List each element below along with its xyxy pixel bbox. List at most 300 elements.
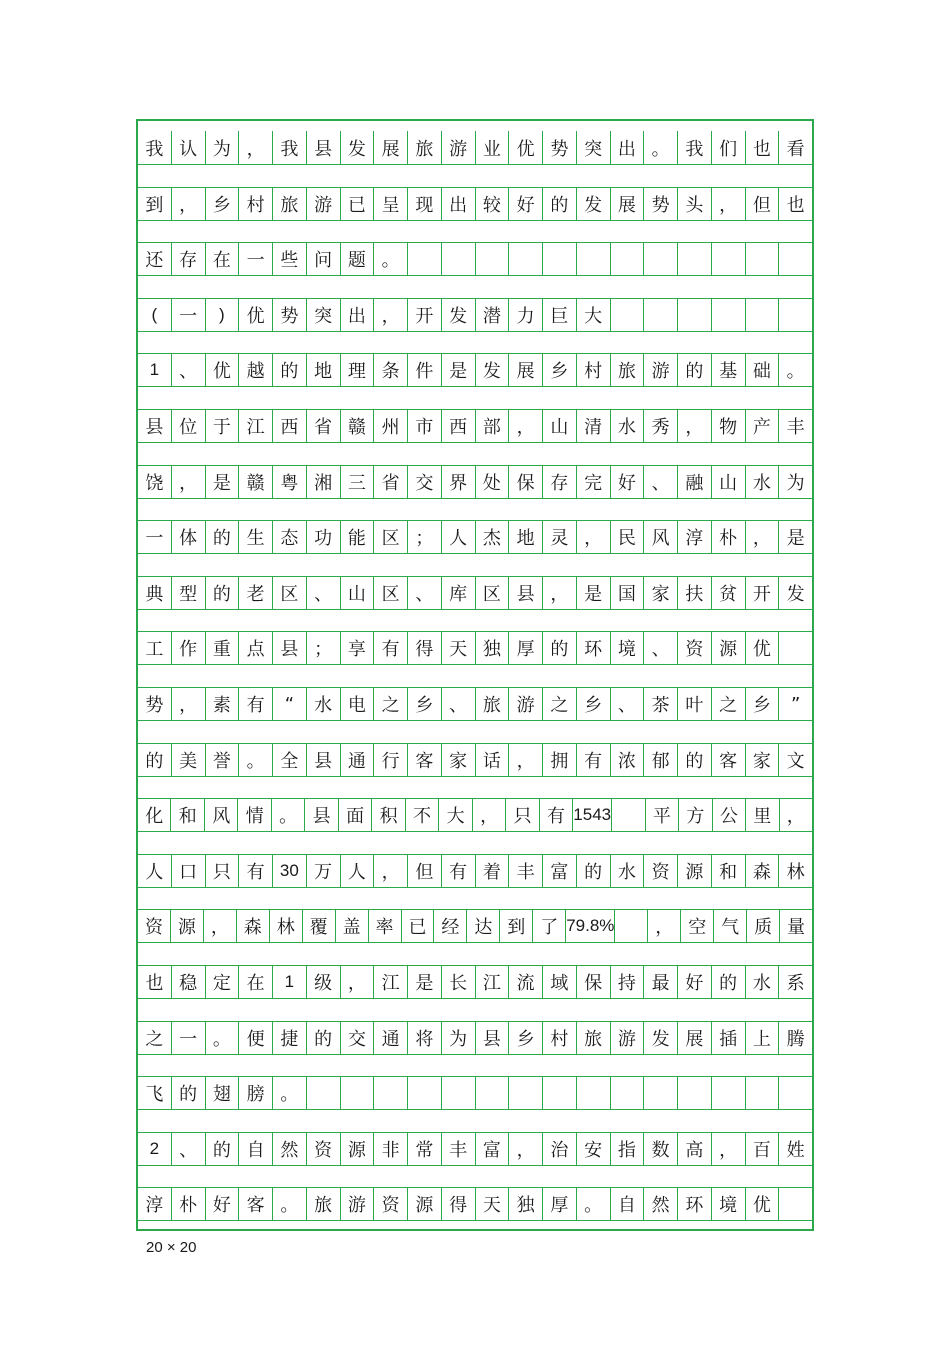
grid-cell: 朴 (711, 521, 745, 553)
grid-cell: 得 (441, 1188, 475, 1220)
grid-cell: 。 (576, 1188, 610, 1220)
grid-cell (614, 910, 647, 942)
grid-cell: 面 (338, 799, 371, 831)
grid-cell: 游 (643, 354, 677, 386)
grid-cell: ， (171, 466, 205, 498)
grid-cell: 富 (542, 855, 576, 887)
grid-cell: 旅 (475, 688, 509, 720)
grid-cell: 上 (745, 1022, 779, 1054)
grid-cell: 出 (340, 299, 374, 331)
grid-cell: 的 (205, 577, 239, 609)
grid-cell: 饶 (145, 472, 164, 494)
grid-cell: 水 (610, 855, 644, 887)
grid-cell (778, 299, 812, 331)
grid-cell: 乡 (542, 354, 576, 386)
grid-cell: 1 (272, 966, 306, 998)
grid-row (138, 187, 812, 221)
grid-cell: 1 (149, 360, 160, 380)
grid-cell: 朴 (171, 1188, 205, 1220)
grid-cell: 库 (441, 577, 475, 609)
grid-cell: 完 (576, 466, 610, 498)
grid-cell: 、 (643, 632, 677, 664)
grid-cell: 省 (373, 466, 407, 498)
grid-cell: 县 (475, 1022, 509, 1054)
grid-cell: 指 (610, 1133, 644, 1165)
grid-cell: 长 (441, 966, 475, 998)
grid-cell: 丰 (778, 410, 812, 442)
grid-cell: 保 (576, 966, 610, 998)
grid-cell: 问 (306, 243, 340, 275)
grid-cell: ， (373, 299, 407, 331)
grid-cell: 。 (272, 1077, 306, 1109)
grid-cell: 展 (508, 354, 542, 386)
grid-row (138, 798, 812, 832)
grid-cell: 大 (438, 799, 471, 831)
grid-cell: 游 (340, 1188, 374, 1220)
grid-cell: 厚 (542, 1188, 576, 1220)
grid-cell: 到 (145, 194, 164, 216)
grid-cell (643, 243, 677, 275)
grid-cell: 有 (441, 855, 475, 887)
grid-cell: 也 (778, 188, 812, 220)
grid-cell (745, 299, 779, 331)
grid-cell: 题 (340, 243, 374, 275)
grid-cell (373, 1077, 407, 1109)
grid-cell: ， (677, 410, 711, 442)
grid-cell (441, 243, 475, 275)
grid-cell: 2 (149, 1138, 160, 1158)
grid-cell: 淳 (677, 521, 711, 553)
grid-cell: 的 (171, 1077, 205, 1109)
grid-cell: 叶 (677, 688, 711, 720)
grid-cell: ， (472, 799, 505, 831)
grid-cell: 村 (576, 354, 610, 386)
grid-cell: 天 (441, 632, 475, 664)
grid-cell: 县 (145, 417, 164, 438)
grid-cell: 、 (171, 1133, 205, 1165)
grid-size-label: 20 × 20 (146, 1239, 197, 1256)
grid-cell: ， (711, 1133, 745, 1165)
grid-cell: 理 (340, 354, 374, 386)
grid-cell: 、 (171, 354, 205, 386)
grid-cell (778, 632, 812, 664)
grid-cell: 区 (272, 577, 306, 609)
grid-cell: 山 (340, 577, 374, 609)
grid-cell: 势 (643, 188, 677, 220)
grid-cell (611, 799, 644, 831)
grid-cell: 区 (373, 521, 407, 553)
grid-cell: 林 (269, 910, 302, 942)
grid-cell: 展 (373, 131, 407, 164)
grid-cell: 誉 (205, 744, 239, 776)
grid-cell (610, 299, 644, 331)
grid-cell: 最 (643, 966, 677, 998)
grid-cell: 得 (407, 632, 441, 664)
grid-cell: 贫 (711, 577, 745, 609)
grid-cell: 气 (713, 910, 746, 942)
grid-cell: 出 (441, 188, 475, 220)
grid-cell: 的 (677, 744, 711, 776)
grid-cell (677, 299, 711, 331)
grid-cell: 百 (745, 1133, 779, 1165)
grid-cell: 浓 (610, 744, 644, 776)
grid-cell: ， (508, 410, 542, 442)
grid-cell: 资 (677, 632, 711, 664)
grid-cell: 越 (238, 354, 272, 386)
grid-cell: 通 (340, 744, 374, 776)
grid-cell: 发 (340, 131, 374, 164)
grid-cell: 们 (711, 131, 745, 164)
grid-cell: 流 (508, 966, 542, 998)
grid-cell: 是 (407, 966, 441, 998)
grid-cell (745, 1077, 779, 1109)
grid-row (138, 1187, 812, 1221)
grid-cell (643, 1077, 677, 1109)
grid-cell: 一 (171, 1022, 205, 1054)
grid-cell: ， (340, 966, 374, 998)
grid-cell: 空 (680, 910, 713, 942)
grid-cell: 独 (475, 632, 509, 664)
grid-row (138, 1076, 812, 1110)
grid-cell: 省 (306, 410, 340, 442)
grid-cell: 有 (373, 632, 407, 664)
grid-cell: 环 (677, 1188, 711, 1220)
grid-cell: 杰 (475, 521, 509, 553)
grid-cell: 天 (475, 1188, 509, 1220)
grid-cell: 、 (643, 466, 677, 498)
grid-cell: 山 (711, 466, 745, 498)
grid-cell: 。 (271, 799, 304, 831)
grid-cell (677, 243, 711, 275)
grid-cell: 环 (576, 632, 610, 664)
grid-cell: 点 (238, 632, 272, 664)
grid-cell: 体 (171, 521, 205, 553)
grid-row (138, 298, 812, 332)
grid-cell: 和 (170, 799, 203, 831)
grid-cell: 的 (272, 354, 306, 386)
grid-cell: 游 (610, 1022, 644, 1054)
grid-cell: 、 (610, 688, 644, 720)
grid-cell: 典 (145, 583, 164, 605)
grid-cell: 老 (238, 577, 272, 609)
grid-cell: 县 (304, 799, 337, 831)
grid-cell: 优 (745, 632, 779, 664)
grid-cell: 捷 (272, 1022, 306, 1054)
grid-cell: 数 (643, 1133, 677, 1165)
grid-cell: 开 (745, 577, 779, 609)
grid-cell: 的 (205, 521, 239, 553)
grid-row (138, 409, 812, 443)
grid-cell: 型 (171, 577, 205, 609)
grid-cell: 些 (272, 243, 306, 275)
grid-cell: 部 (475, 410, 509, 442)
grid-cell: 经 (433, 910, 466, 942)
grid-cell: 乡 (205, 188, 239, 220)
grid-cell (576, 1077, 610, 1109)
grid-cell: 发 (475, 354, 509, 386)
grid-cell: 人 (441, 521, 475, 553)
grid-cell: 自 (610, 1188, 644, 1220)
grid-cell: 在 (238, 966, 272, 998)
grid-cell: 础 (745, 354, 779, 386)
grid-cell: 一 (238, 243, 272, 275)
grid-cell: 山 (542, 410, 576, 442)
grid-cell: 了 (532, 910, 565, 942)
grid-cell (778, 1188, 812, 1220)
grid-cell: 公 (712, 799, 745, 831)
grid-cell: 森 (745, 855, 779, 887)
grid-cell: 江 (238, 410, 272, 442)
grid-cell: 看 (778, 131, 812, 164)
grid-cell (542, 243, 576, 275)
grid-cell: ， (779, 799, 812, 831)
grid-cell: 1543 (572, 799, 611, 831)
grid-cell: 源 (407, 1188, 441, 1220)
grid-cell: 融 (677, 466, 711, 498)
grid-cell: 的 (576, 855, 610, 887)
grid-cell: 界 (441, 466, 475, 498)
grid-cell: ， (171, 188, 205, 220)
grid-cell: 物 (711, 410, 745, 442)
grid-cell: 资 (144, 917, 163, 939)
grid-cell: 美 (171, 744, 205, 776)
grid-cell: 我 (272, 131, 306, 164)
grid-cell: 水 (610, 410, 644, 442)
grid-cell: 自 (238, 1133, 272, 1165)
grid-cell: 粤 (272, 466, 306, 498)
grid-cell: 人 (340, 855, 374, 887)
grid-cell: 秀 (643, 410, 677, 442)
grid-row (138, 1132, 812, 1166)
grid-cell: 插 (711, 1022, 745, 1054)
grid-cell: 方 (678, 799, 711, 831)
grid-cell: 郁 (643, 744, 677, 776)
grid-cell: 的 (542, 188, 576, 220)
grid-cell: 生 (238, 521, 272, 553)
grid-cell: 之 (145, 1028, 164, 1050)
grid-cell: ， (711, 188, 745, 220)
grid-row (138, 965, 812, 999)
grid-cell: 、 (441, 688, 475, 720)
grid-cell: ， (171, 688, 205, 720)
grid-cell (441, 1077, 475, 1109)
grid-cell: 人 (145, 861, 164, 883)
grid-cell: 率 (368, 910, 401, 942)
grid-cell: 里 (745, 799, 778, 831)
grid-cell: 安 (576, 1133, 610, 1165)
grid-cell: 民 (610, 521, 644, 553)
grid-cell: ” (778, 688, 812, 720)
grid-cell: 交 (340, 1022, 374, 1054)
grid-cell: 姓 (778, 1133, 812, 1165)
grid-cell: 存 (171, 243, 205, 275)
grid-cell: 丰 (508, 855, 542, 887)
grid-cell: 突 (306, 299, 340, 331)
grid-cell: 域 (542, 966, 576, 998)
grid-cell: 到 (499, 910, 532, 942)
grid-cell: 覆 (302, 910, 335, 942)
grid-cell: 旅 (306, 1188, 340, 1220)
grid-cell: 全 (272, 744, 306, 776)
grid-cell (711, 243, 745, 275)
grid-cell: 的 (677, 354, 711, 386)
grid-cell: 之 (373, 688, 407, 720)
grid-row (138, 242, 812, 276)
grid-cell: 县 (306, 744, 340, 776)
grid-cell: 客 (711, 744, 745, 776)
grid-cell: 、 (407, 577, 441, 609)
grid-cell: 扶 (677, 577, 711, 609)
grid-cell: 风 (643, 521, 677, 553)
grid-cell: 也 (745, 131, 779, 164)
grid-cell: 还 (145, 250, 164, 272)
grid-cell: 资 (373, 1188, 407, 1220)
grid-row (138, 743, 812, 777)
grid-cell: 源 (677, 855, 711, 887)
grid-cell: 治 (542, 1133, 576, 1165)
grid-cell: 。 (373, 243, 407, 275)
grid-cell: 认 (171, 131, 205, 164)
grid-cell: 不 (405, 799, 438, 831)
grid-cell: 家 (441, 744, 475, 776)
grid-cell: 好 (508, 188, 542, 220)
grid-cell: 盖 (335, 910, 368, 942)
grid-cell: 境 (610, 632, 644, 664)
grid-cell: 家 (643, 577, 677, 609)
grid-cell: 资 (643, 855, 677, 887)
grid-cell: 家 (745, 744, 779, 776)
grid-cell: 也 (145, 973, 164, 994)
grid-cell: “ (272, 688, 306, 720)
grid-cell: 。 (778, 354, 812, 386)
grid-cell: 旅 (272, 188, 306, 220)
grid-cell: 已 (401, 910, 434, 942)
grid-cell (610, 243, 644, 275)
grid-row (138, 631, 812, 665)
grid-row (138, 131, 812, 165)
grid-cell: 西 (441, 410, 475, 442)
grid-cell: 大 (576, 299, 610, 331)
grid-cell: 客 (407, 744, 441, 776)
grid-cell (610, 1077, 644, 1109)
grid-cell (576, 243, 610, 275)
grid-cell: 膀 (238, 1077, 272, 1109)
grid-cell: 游 (441, 131, 475, 164)
grid-cell: 县 (508, 577, 542, 609)
grid-cell: 基 (711, 354, 745, 386)
grid-cell: ， (373, 855, 407, 887)
grid-cell: 森 (236, 910, 269, 942)
grid-cell: 源 (711, 632, 745, 664)
grid-cell: 稳 (171, 966, 205, 998)
grid-cell: 我 (145, 138, 164, 160)
grid-cell: 为 (205, 131, 239, 164)
grid-cell: 是 (576, 577, 610, 609)
grid-cell: 国 (610, 577, 644, 609)
grid-cell: 腾 (778, 1022, 812, 1054)
grid-cell: 于 (205, 410, 239, 442)
grid-cell: 突 (576, 131, 610, 164)
grid-cell: 。 (643, 131, 677, 164)
grid-cell: 的 (711, 966, 745, 998)
grid-cell (508, 1077, 542, 1109)
grid-cell: 乡 (745, 688, 779, 720)
grid-cell: 飞 (145, 1084, 164, 1106)
grid-cell: 交 (407, 466, 441, 498)
grid-cell: 风 (204, 799, 237, 831)
grid-cell: 享 (340, 632, 374, 664)
grid-cell: 已 (340, 188, 374, 220)
grid-cell (711, 299, 745, 331)
grid-cell: 情 (237, 799, 270, 831)
grid-cell: 灵 (542, 521, 576, 553)
grid-cell: ， (508, 1133, 542, 1165)
grid-cell: 定 (205, 966, 239, 998)
grid-cell: 行 (373, 744, 407, 776)
grid-cell: 发 (441, 299, 475, 331)
grid-row (138, 465, 812, 499)
grid-cell: 富 (475, 1133, 509, 1165)
grid-cell: 电 (340, 688, 374, 720)
grid-cell: 三 (340, 466, 374, 498)
grid-cell: ； (306, 632, 340, 664)
grid-cell: 拥 (542, 744, 576, 776)
grid-cell: 素 (205, 688, 239, 720)
grid-cell (475, 1077, 509, 1109)
grid-cell: 保 (508, 466, 542, 498)
grid-cell: 持 (610, 966, 644, 998)
grid-cell: 和 (711, 855, 745, 887)
grid-cell (711, 1077, 745, 1109)
grid-cell: 发 (576, 188, 610, 220)
grid-cell: 然 (272, 1133, 306, 1165)
grid-cell: 常 (407, 1133, 441, 1165)
grid-cell: 只 (205, 855, 239, 887)
grid-cell: 优 (508, 131, 542, 164)
grid-cell: 头 (677, 188, 711, 220)
grid-cell: 市 (407, 410, 441, 442)
grid-cell: 话 (475, 744, 509, 776)
grid-row (138, 909, 812, 943)
grid-cell: 县 (272, 632, 306, 664)
grid-cell: 只 (505, 799, 538, 831)
grid-cell: 、 (306, 577, 340, 609)
grid-cell: 30 (272, 855, 306, 887)
grid-cell: 是 (205, 466, 239, 498)
grid-cell: 的 (205, 1133, 239, 1165)
grid-cell: 之 (711, 688, 745, 720)
grid-cell (778, 1077, 812, 1109)
grid-cell: ； (407, 521, 441, 553)
grid-cell: 是 (441, 354, 475, 386)
grid-cell: 达 (466, 910, 499, 942)
grid-cell: 开 (407, 299, 441, 331)
grid-cell: 处 (475, 466, 509, 498)
grid-cell: 位 (171, 410, 205, 442)
grid-cell: 游 (508, 688, 542, 720)
grid-cell: 系 (778, 966, 812, 998)
grid-row (138, 687, 812, 721)
grid-row (138, 854, 812, 888)
grid-cell: 现 (407, 188, 441, 220)
grid-cell: 为 (441, 1022, 475, 1054)
grid-row (138, 353, 812, 387)
grid-cell: 。 (238, 744, 272, 776)
grid-cell: ， (203, 910, 236, 942)
grid-cell: 化 (145, 806, 164, 828)
grid-cell: 优 (745, 1188, 779, 1220)
grid-cell: 源 (170, 910, 203, 942)
